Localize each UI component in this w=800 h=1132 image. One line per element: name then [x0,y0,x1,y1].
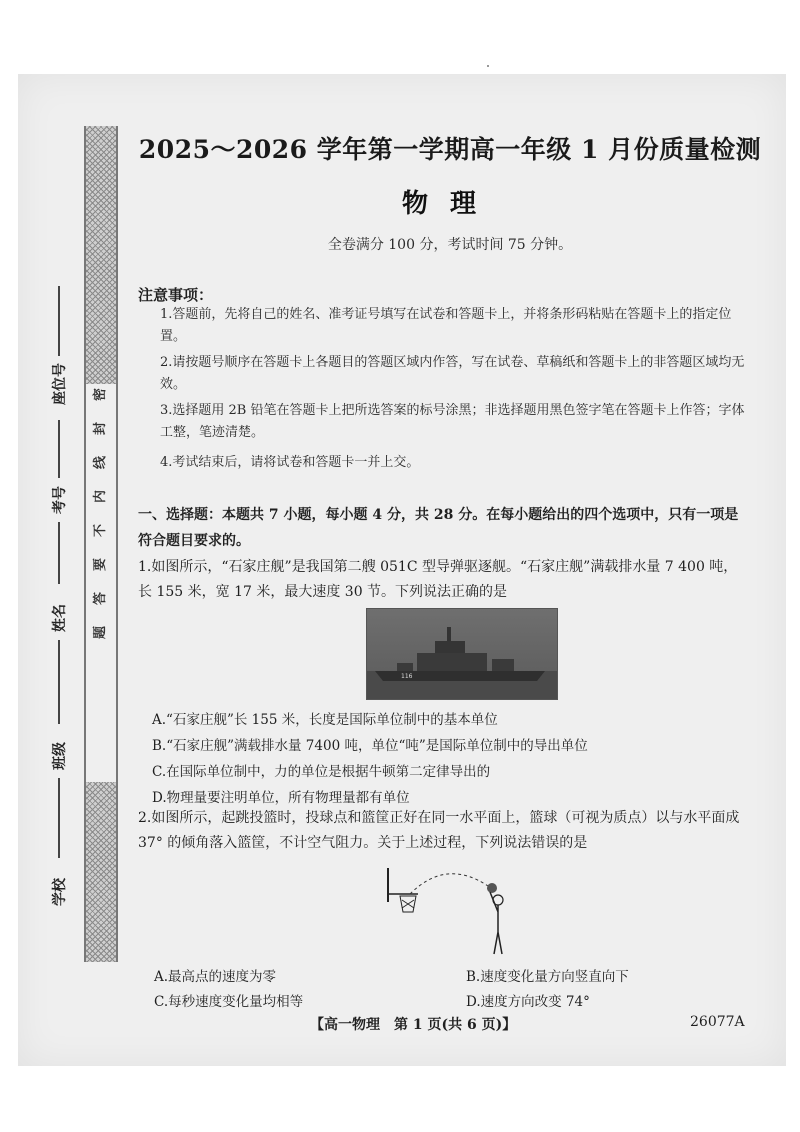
blank-line [58,420,60,478]
binding-strip [84,126,118,962]
basketball-shot-diagram [380,860,520,960]
seal-char: 内 [93,489,109,504]
field-label: 座位号 [52,363,68,405]
seal-char: 题 [93,625,109,640]
ship-silhouette-icon [367,609,557,699]
blank-line [58,522,60,584]
question-1-option-c: C.在国际单位制中，力的单位是根据牛顿第二定律导出的 [152,764,491,780]
blank-line [58,286,60,356]
question-1-option-b: B.“石家庄舰”满载排水量 7400 吨，单位“吨”是国际单位制中的导出单位 [152,738,588,754]
seal-char: 答 [93,591,109,606]
notice-item: 4.考试结束后，请将试卷和答题卡一并上交。 [160,455,420,470]
paper-code: 26077A [690,1014,745,1030]
field-label: 班级 [52,742,68,770]
notice-heading: 注意事项： [138,286,214,304]
question-1-option-a: A.“石家庄舰”长 155 米，长度是国际单位制中的基本单位 [152,712,498,728]
question-2-option-d: D.速度方向改变 74° [466,994,590,1010]
seal-char: 密 [93,387,109,402]
question-2-option-c: C.每秒速度变化量均相等 [154,994,304,1010]
notice-item: 1.答题前，先将自己的姓名、准考证号填写在试卷和答题卡上，并将条形码粘贴在答题卡上的指定位置。 [160,307,732,344]
blank-line [58,778,60,858]
seal-char: 封 [93,421,109,436]
section-heading: 一、选择题：本题共 7 小题，每小题 4 分，共 28 分。在每小题给出的四个选项中，只有一项是符合题目要求的。 [138,507,739,549]
seal-line-text [86,388,116,660]
exam-number-field[interactable] [46,420,72,584]
question-2-option-a: A.最高点的速度为零 [154,969,277,985]
question-2-option-b: B.速度变化量方向竖直向下 [466,969,629,985]
speck [487,65,489,67]
notice-item: 2.请按题号顺序在答题卡上各题目的答题区域内作答，写在试卷、草稿纸和答题卡上的非答题区域均无效。 [160,355,745,392]
question-1-option-d: D.物理量要注明单位，所有物理量都有单位 [152,790,410,806]
notice-item: 3.选择题用 2B 铅笔在答题卡上把所选答案的标号涂黑；非选择题用黑色签字笔在答题卡上作答；字体工整，笔迹清楚。 [160,403,745,440]
class-field[interactable] [46,734,72,858]
page-footer: 【高一物理 第 1 页(共 6 页)】 [310,1017,517,1033]
seal-char: 要 [93,557,109,572]
field-label: 考号 [52,486,68,514]
exam-meta: 全卷满分 100 分，考试时间 75 分钟。 [327,237,573,253]
seal-char: 不 [93,523,109,538]
name-field[interactable] [46,596,72,724]
exam-title: 2025～2026 学年第一学期高一年级 1 月份质量检测 [138,135,762,164]
blank-line [58,640,60,724]
seal-char: 线 [93,455,109,470]
question-2-stem: 2.如图所示，起跳投篮时，投球点和篮筐正好在同一水平面上，篮球（可视为质点）以与水平面成 37° 的倾角落入篮筐，不计空气阻力。关于上述过程，下列说法错误的是 [138,810,740,851]
school-field[interactable] [46,870,72,914]
field-label: 学校 [52,878,68,906]
destroyer-photo [366,608,558,700]
field-label: 姓名 [52,604,68,632]
hatch-pattern-bottom [86,782,116,962]
question-1-stem: 1.如图所示，“石家庄舰”是我国第二艘 051C 型导弹驱逐舰。“石家庄舰”满载排水量 7 400 吨，长 155 米，宽 17 米，最大速度 30 节。下列说法正确的是 [138,559,738,600]
subject-title: 物理 [401,189,498,219]
seat-number-field[interactable] [46,286,72,412]
hull-number: 116 [401,673,413,680]
hatch-pattern-top [86,126,116,384]
